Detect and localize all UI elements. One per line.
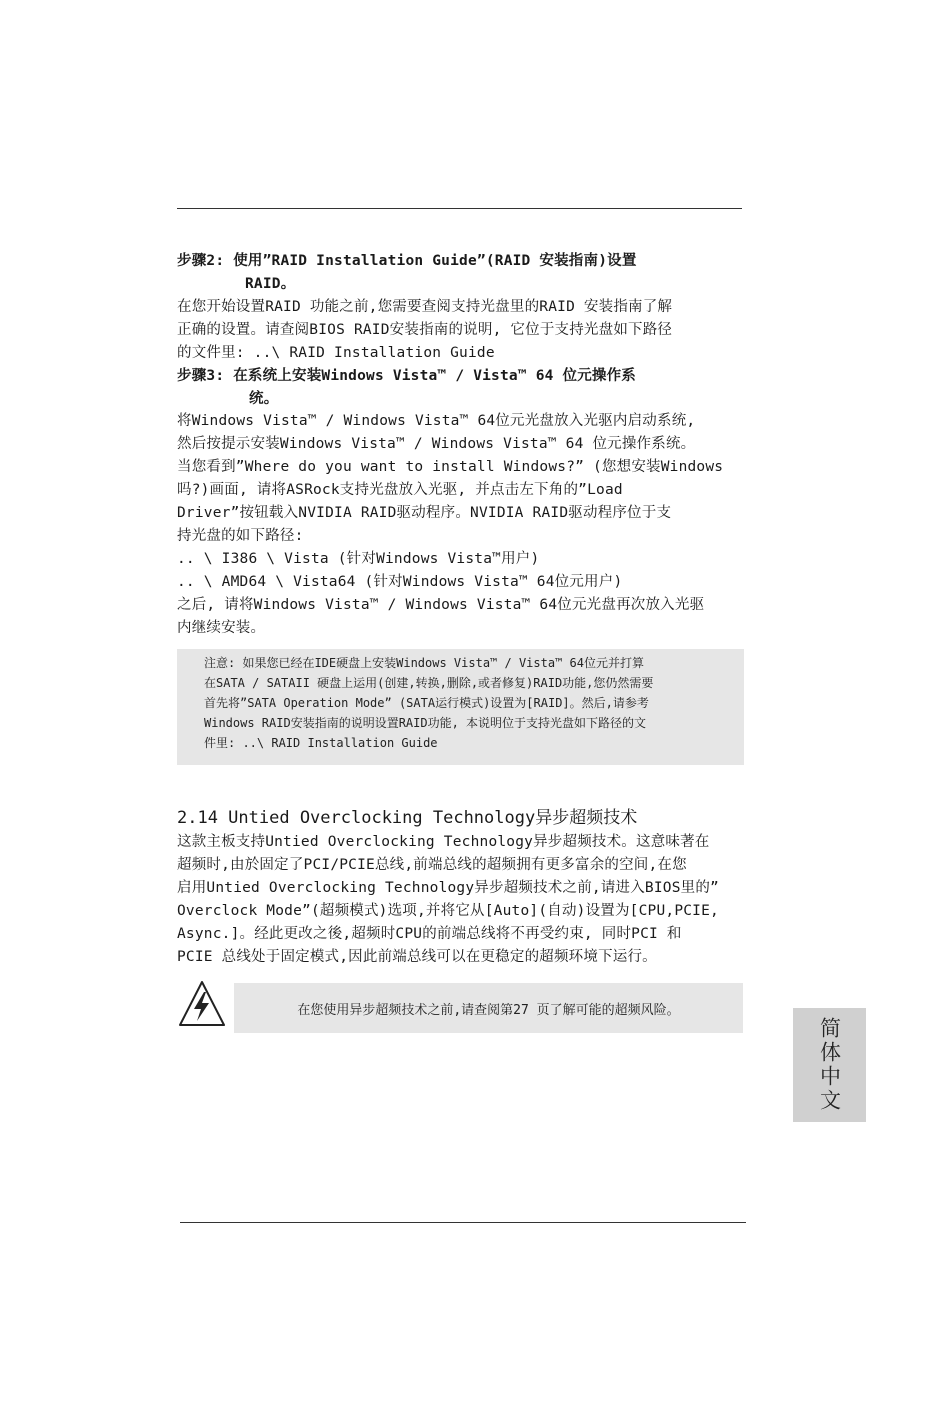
note-line: 首先将”SATA Operation Mode” (SATA运行模式)设置为[RAID]。然后,请参考: [204, 696, 649, 710]
body-line: 正确的设置。请查阅BIOS RAID安装指南的说明, 它位于支持光盘如下路径: [177, 322, 673, 338]
body-line: 然后按提示安装Windows Vista™ / Windows Vista™ 64 位元操作系统。: [177, 436, 696, 452]
body-line: 内继续安装。: [177, 620, 266, 636]
body-line: PCIE 总线处于固定模式,因此前端总线可以在更稳定的超频环境下运行。: [177, 949, 657, 965]
body-line: 这款主板支持Untied Overclocking Technology异步超频技术。这意味著在: [177, 834, 710, 850]
step3-body: [177, 410, 747, 640]
body-line: 之后, 请将Windows Vista™ / Windows Vista™ 64位元光盘再次放入光驱: [177, 597, 705, 613]
step2-heading-line: 步骤2: 使用”RAID Installation Guide”(RAID 安装指南)设置: [177, 253, 637, 269]
warning-box: [234, 983, 743, 1033]
body-line: 在您开始设置RAID 功能之前,您需要查阅支持光盘里的RAID 安装指南了解: [177, 299, 673, 315]
body-line: 吗?)画面, 请将ASRock支持光盘放入光驱, 并点击左下角的”Load: [177, 482, 623, 498]
note-line: 在SATA / SATAII 硬盘上运用(创建,转换,删除,或者修复)RAID功能,您仍然需要: [204, 676, 654, 690]
bottom-rule: [180, 1222, 746, 1223]
body-line: Async.]。经此更改之後,超频时CPU的前端总线将不再受约束, 同时PCI 和: [177, 926, 682, 942]
body-line: 的文件里: ..\ RAID Installation Guide: [177, 345, 495, 361]
path-line: .. \ I386 \ Vista (针对Windows Vista™用户): [177, 551, 540, 567]
step3-heading-line: 步骤3: 在系统上安装Windows Vista™ / Vista™ 64 位元操作系: [177, 368, 636, 384]
step3-heading-line: 统。: [249, 391, 279, 407]
body-line: Overclock Mode”(超频模式)选项,并将它从[Auto](自动)设置为[CPU,PCIE,: [177, 903, 719, 919]
step2-body: [177, 296, 747, 365]
body-line: 当您看到”Where do you want to install Windows?” (您想安装Windows: [177, 459, 724, 475]
language-side-tab: [793, 1008, 866, 1122]
language-tab-label: 简体中文: [817, 1017, 842, 1113]
warning-text: 在您使用异步超频技术之前,请查阅第27 页了解可能的超频风险。: [297, 1002, 680, 1018]
body-line: Driver”按钮载入NVIDIA RAID驱动程序。NVIDIA RAID驱动程序位于支: [177, 505, 672, 521]
body-line: 超频时,由於固定了PCI/PCIE总线,前端总线的超频拥有更多富余的空间,在您: [177, 857, 687, 873]
top-rule: [177, 208, 742, 209]
note-line: 件里: ..\ RAID Installation Guide: [204, 736, 438, 750]
note-line: 注意: 如果您已经在IDE硬盘上安装Windows Vista™ / Vista™ 64位元并打算: [204, 656, 644, 670]
step3-heading: [177, 365, 747, 411]
note-line: Windows RAID安装指南的说明设置RAID功能, 本说明位于支持光盘如下路径的文: [204, 716, 647, 730]
body-line: 启用Untied Overclocking Technology异步超频技术之前,请进入BIOS里的”: [177, 880, 719, 896]
step2-heading: [177, 250, 747, 296]
body-line: 将Windows Vista™ / Windows Vista™ 64位元光盘放入光驱内启动系统,: [177, 413, 696, 429]
note-box: [177, 649, 744, 765]
warning-lightning-icon: [177, 979, 227, 1029]
body-line: 持光盘的如下路径:: [177, 528, 304, 544]
path-line: .. \ AMD64 \ Vista64 (针对Windows Vista™ 64位元用户): [177, 574, 623, 590]
section-title: 2.14 Untied Overclocking Technology异步超频技术: [177, 808, 638, 828]
section-body: [177, 831, 747, 969]
step2-heading-line: RAID。: [245, 276, 296, 292]
